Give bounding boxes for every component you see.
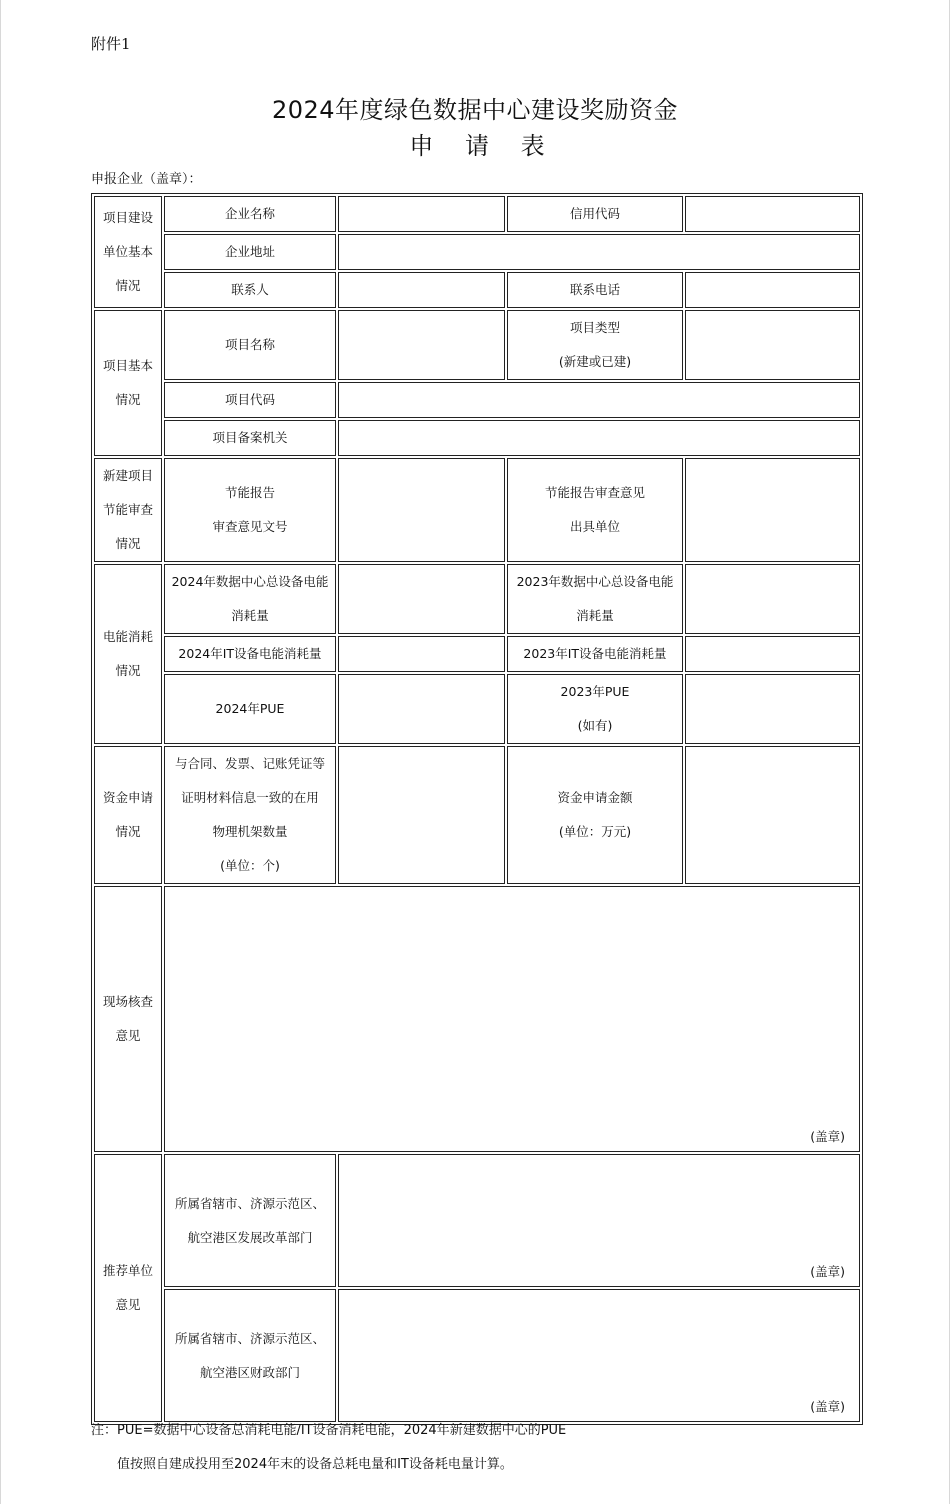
- label-line: 2023年PUE: [560, 684, 630, 699]
- pue-2024-label: 2024年PUE: [164, 674, 336, 744]
- seal-label: (盖章): [810, 1399, 845, 1414]
- section-inspection: [94, 886, 162, 1152]
- racks-field[interactable]: [338, 746, 505, 884]
- table-row: [94, 674, 860, 744]
- label-line: 所属省辖市、济源示范区、: [174, 1330, 325, 1346]
- table-row: [94, 458, 860, 562]
- project-name-field[interactable]: [338, 310, 505, 380]
- attachment-label: 附件1: [91, 35, 131, 53]
- table-row: [94, 564, 860, 634]
- table-row: [94, 234, 860, 270]
- it-2023-field[interactable]: [685, 636, 860, 672]
- label-line: 审查意见文号: [212, 519, 288, 534]
- label-line: 项目类型: [569, 320, 620, 335]
- dept-fin-opinion-field[interactable]: [338, 1289, 860, 1422]
- form-subtitle: 申 请 表: [409, 132, 557, 160]
- applicant-label: 申报企业（盖章）：: [91, 172, 202, 187]
- label-line: 出具单位: [569, 519, 620, 534]
- section-label-line: 现场核查: [102, 994, 153, 1009]
- contact-label: 联系人: [164, 272, 336, 308]
- section-unit-info: [94, 196, 162, 308]
- project-filing-label: 项目备案机关: [164, 420, 336, 456]
- table-row: [94, 382, 860, 418]
- label-line: 航空港区财政部门: [199, 1364, 300, 1380]
- label-line: (单位：万元): [558, 824, 632, 839]
- label-line: 2023年数据中心总设备电能: [516, 574, 674, 589]
- footnote-line-1: 注：PUE=数据中心设备总消耗电能/IT设备消耗电能，2024年新建数据中心的PUE: [91, 1423, 567, 1438]
- section-label-line: 情况: [115, 663, 141, 678]
- label-line: 节能报告审查意见: [544, 485, 645, 500]
- review-doc-no-field[interactable]: [338, 458, 505, 562]
- it-2024-label: 2024年IT设备电能消耗量: [164, 636, 336, 672]
- project-type-label: [507, 310, 683, 380]
- dept-dev-opinion-field[interactable]: [338, 1154, 860, 1287]
- section-label-line: 资金申请: [102, 790, 153, 805]
- total-2024-label: [164, 564, 336, 634]
- section-label-line: 单位基本: [102, 244, 153, 259]
- section-label-line: 新建项目: [102, 468, 153, 483]
- section-energy-review: [94, 458, 162, 562]
- credit-code-label: 信用代码: [507, 196, 683, 232]
- racks-label: [164, 746, 336, 884]
- review-issuer-label: [507, 458, 683, 562]
- total-2023-field[interactable]: [685, 564, 860, 634]
- seal-label: (盖章): [810, 1264, 845, 1279]
- review-issuer-field[interactable]: [685, 458, 860, 562]
- project-name-label: 项目名称: [164, 310, 336, 380]
- table-row: [94, 1154, 860, 1287]
- company-name-label: 企业名称: [164, 196, 336, 232]
- footnote-line-2: 值按照自建成投用至2024年末的设备总耗电量和IT设备耗电量计算。: [117, 1457, 513, 1472]
- total-2023-label: [507, 564, 683, 634]
- label-line: 消耗量: [576, 608, 614, 623]
- section-label-line: 情况: [115, 392, 141, 407]
- section-label-line: 情况: [115, 278, 141, 293]
- section-label-line: 项目基本: [102, 358, 153, 373]
- table-row: [94, 420, 860, 456]
- amount-field[interactable]: [685, 746, 860, 884]
- section-label-line: 情况: [115, 536, 141, 551]
- contact-phone-label: 联系电话: [507, 272, 683, 308]
- amount-label: [507, 746, 683, 884]
- table-row: [94, 746, 860, 884]
- section-recommend: [94, 1154, 162, 1422]
- label-line: (如有): [577, 718, 613, 733]
- contact-phone-field[interactable]: [685, 272, 860, 308]
- project-filing-field[interactable]: [338, 420, 860, 456]
- label-line: (单位：个): [220, 858, 280, 873]
- table-row: [94, 272, 860, 308]
- section-label-line: 电能消耗: [102, 629, 153, 644]
- section-label-line: 意见: [115, 1028, 141, 1043]
- it-2023-label: 2023年IT设备电能消耗量: [507, 636, 683, 672]
- label-line: 2024年数据中心总设备电能: [171, 574, 329, 589]
- application-form-table: [91, 193, 863, 1425]
- review-doc-no-label: [164, 458, 336, 562]
- project-code-field[interactable]: [338, 382, 860, 418]
- company-name-field[interactable]: [338, 196, 505, 232]
- section-label-line: 推荐单位: [102, 1263, 153, 1278]
- seal-label: (盖章): [810, 1129, 845, 1144]
- pue-2024-field[interactable]: [338, 674, 505, 744]
- label-line: (新建或已建): [558, 354, 632, 369]
- table-row: [94, 1289, 860, 1422]
- section-label-line: 意见: [115, 1297, 141, 1312]
- total-2024-field[interactable]: [338, 564, 505, 634]
- label-line: 物理机架数量: [212, 824, 288, 839]
- label-line: 节能报告: [224, 485, 275, 500]
- inspection-opinion-field[interactable]: [164, 886, 860, 1152]
- pue-2023-label: [507, 674, 683, 744]
- section-energy-use: [94, 564, 162, 744]
- label-line: 航空港区发展改革部门: [187, 1229, 313, 1245]
- table-row: [94, 636, 860, 672]
- section-fund: [94, 746, 162, 884]
- table-row: [94, 886, 860, 1152]
- section-label-line: 情况: [115, 824, 141, 839]
- section-project-info: [94, 310, 162, 456]
- company-address-label: 企业地址: [164, 234, 336, 270]
- it-2024-field[interactable]: [338, 636, 505, 672]
- page-edge-left: [0, 0, 1, 1504]
- table-row: [94, 196, 860, 232]
- form-title: 2024年度绿色数据中心建设奖励资金: [271, 96, 679, 124]
- label-line: 证明材料信息一致的在用: [181, 790, 319, 805]
- dept-fin-label: [164, 1289, 336, 1422]
- table-row: [94, 310, 860, 380]
- pue-2023-field[interactable]: [685, 674, 860, 744]
- label-line: 资金申请金额: [557, 790, 633, 805]
- section-label-line: 项目建设: [102, 210, 153, 225]
- label-line: 消耗量: [231, 608, 269, 623]
- label-line: 所属省辖市、济源示范区、: [174, 1195, 325, 1211]
- company-address-field[interactable]: [338, 234, 860, 270]
- dept-dev-label: [164, 1154, 336, 1287]
- project-type-field[interactable]: [685, 310, 860, 380]
- label-line: 与合同、发票、记账凭证等: [174, 756, 325, 771]
- project-code-label: 项目代码: [164, 382, 336, 418]
- section-label-line: 节能审查: [102, 502, 153, 517]
- contact-field[interactable]: [338, 272, 505, 308]
- credit-code-field[interactable]: [685, 196, 860, 232]
